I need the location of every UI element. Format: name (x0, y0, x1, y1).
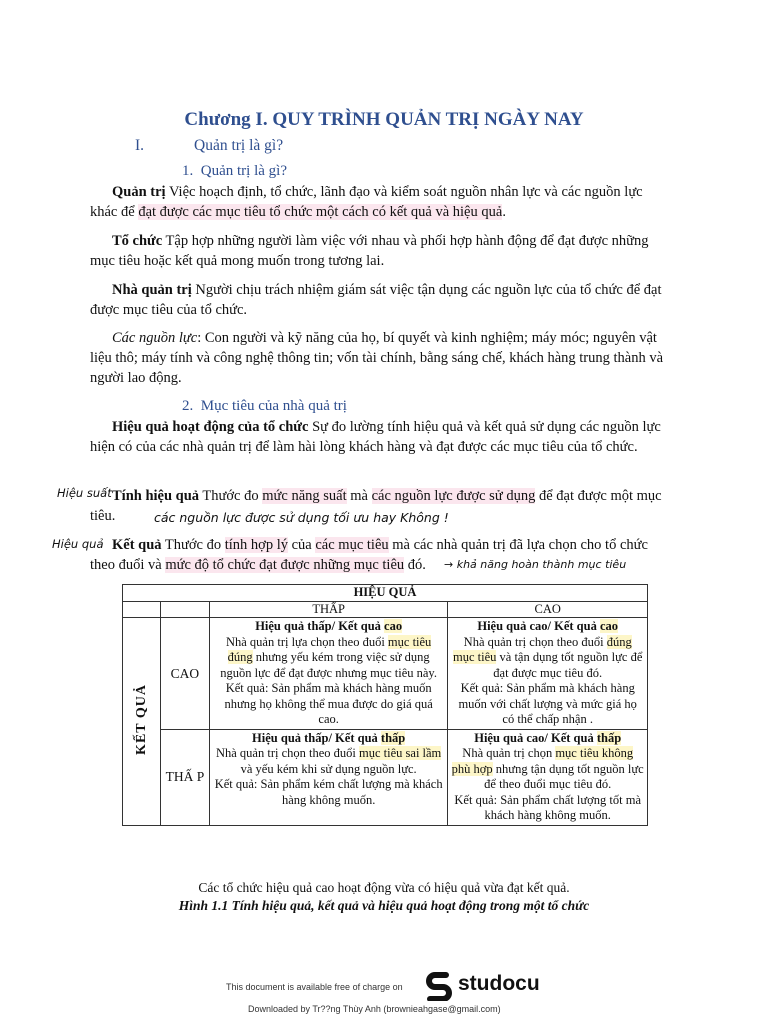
p7-text-2: của (288, 537, 316, 553)
cell-12-title-a: Hiệu quả cao/ Kết quả (477, 619, 600, 633)
empty-cell (123, 601, 161, 618)
cell-21-text-1: Nhà quản trị chọn theo đuổi (215, 746, 360, 760)
figure-caption-summary: Các tổ chức hiệu quả cao hoạt động vừa có hiệu quả vừa đạt kết quả. (198, 880, 570, 895)
paragraph-nguon-luc (90, 328, 672, 388)
cell-12-text-2: và tận dụng tốt nguồn lực để đạt được mục tiêu đó. (493, 650, 643, 680)
p7-text-4: đó. (404, 557, 426, 573)
subsection-1-title: Quản trị là gì? (200, 163, 287, 179)
section-number: I. (135, 137, 145, 154)
subsection-1-heading (182, 163, 287, 180)
footer-available-text: This document is available free of charge on (226, 982, 403, 992)
handwritten-note-2: → khả năng hoàn thành mục tiêu (444, 558, 627, 571)
subsection-2-heading (182, 398, 347, 415)
cell-11-body (213, 635, 444, 682)
handwritten-note-1: các nguồn lực được sử dụng tối ưu hay Không ! (154, 510, 449, 525)
footer-downloaded-text: Downloaded by Tr??ng Thùy Anh (brownieahgase@gmail.com) (248, 1004, 501, 1014)
column-thap: THẤP (209, 601, 447, 618)
p7-text-1: Thước đo (161, 537, 225, 553)
cell-22-text-2: nhưng tận dụng tốt nguồn lực để theo đuổi mục tiêu đó. (484, 761, 644, 791)
cell-21-title-a: Hiệu quả thấp/ Kết quả (252, 730, 381, 745)
p6-highlight-2: các nguồn lực được sử dụng (371, 488, 536, 504)
table-row-thap (123, 729, 648, 825)
cell-21-title (213, 731, 444, 747)
p2-text: Tập hợp những người làm việc với nhau và phối hợp hành động để đạt được những mục tiêu hoặc kết quả mong muốn trong tương lai. (90, 233, 649, 269)
cell-21-title-b: thấp (380, 730, 406, 745)
cell-11-result: Kết quả: Sản phẩm mà khách hàng muốn nhưng họ không thể mua được do giá quá cao. (224, 681, 433, 726)
subsection-2-number: 2. (182, 398, 194, 414)
p7-text-3: mà các nhà quản trị đã lựa chọn cho tổ chức theo đuổi và (90, 537, 648, 573)
p4-text: : Con người và kỹ năng của họ, bí quyết và kinh nghiệm; máy móc; nguyên vật liệu thô; máy tính và công nghệ thông tin; vốn tài chính, bằng sáng chế, khách hàng trung thành và người lao động. (90, 330, 664, 386)
term-nha-quan-tri: Nhà quản trị (112, 282, 192, 298)
studocu-brand[interactable]: studocu (458, 972, 540, 995)
figure-caption-title: Hình 1.1 Tính hiệu quả, kết quả và hiệu quả hoạt động trong một tổ chức (178, 898, 590, 913)
cell-22-result: Kết quả: Sản phẩm chất lượng tốt mà khách hàng không muốn. (454, 792, 641, 822)
p6-text-3: để đạt được một mục tiêu. (90, 488, 662, 524)
cell-21-highlight: mục tiêu sai lầm (359, 746, 442, 760)
cell-22-title-b: thấp (596, 730, 622, 745)
cell-12-highlight: đúng mục tiêu (453, 634, 632, 664)
cell-12-body (451, 635, 644, 682)
chapter-title: Chương I. QUY TRÌNH QUẢN TRỊ NGÀY NAY (184, 109, 584, 130)
table-row-cao (123, 618, 648, 730)
column-cao: CAO (448, 601, 648, 618)
p1-highlight: đạt được các mục tiêu tổ chức một cách có kết quả và hiệu quả (138, 204, 503, 220)
term-nguon-luc: Các nguồn lực (112, 330, 198, 346)
table-column-row (123, 601, 648, 618)
p5-text: Sự đo lường tính hiệu quả và kết quả sử dụng các nguồn lực hiện có của các nhà quản trị để làm hài lòng khách hàng và đạt được các mục tiêu của tổ chức. (90, 419, 661, 455)
cell-11-title (213, 619, 444, 635)
section-title: Quản trị là gì? (194, 137, 284, 154)
handwritten-margin-hieu-suat: Hiệu suất (57, 486, 112, 500)
row-group-label: KẾT QUẢ (133, 683, 149, 755)
p6-text-1: Thước đo (199, 488, 263, 504)
cell-21-body (213, 746, 444, 777)
p1-text: Việc hoạch định, tổ chức, lãnh đạo và kiểm soát nguồn nhân lực và các nguồn lực khác để (90, 184, 643, 220)
term-ket-qua: Kết quả (112, 537, 162, 553)
row-group-ket-qua (123, 618, 161, 826)
cell-11-text-2: nhưng yếu kém trong việc sử dụng nguồn lực để đạt được nhưng mục tiêu này. (220, 650, 437, 680)
p7-highlight-1: tính hợp lý (224, 537, 288, 553)
cell-low-efficiency-low-effectiveness (209, 729, 447, 825)
p1-end: . (502, 204, 506, 220)
table-header-row (123, 585, 648, 602)
section-heading (0, 137, 768, 157)
subsection-1-number: 1. (182, 163, 194, 179)
p7-highlight-2: các mục tiêu (315, 537, 389, 553)
cell-11-title-a: Hiệu quả thấp/ Kết quả (255, 619, 385, 633)
p7-highlight-3: mức độ tổ chức đạt được những mục tiêu (165, 557, 405, 573)
paragraph-hieu-qua-hoat-dong (90, 417, 672, 457)
term-hieu-qua-hoat-dong: Hiệu quả hoạt động của tổ chức (112, 419, 309, 435)
studocu-logo-icon[interactable] (424, 969, 454, 1001)
cell-12-result: Kết quả: Sản phẩm mà khách hàng muốn với chất lượng và mức giá họ có thể chấp nhận . (458, 681, 637, 726)
row-label-cao: CAO (160, 618, 209, 730)
cell-11-text-1: Nhà quản trị lựa chọn theo đuổi (225, 634, 388, 649)
cell-22-body (451, 746, 644, 793)
empty-cell (160, 601, 209, 618)
subsection-2-title: Mục tiêu của nhà quả trị (200, 398, 347, 414)
p6-highlight-1: mức năng suất (262, 488, 347, 504)
cell-22-text-1: Nhà quản trị chọn (462, 746, 556, 760)
header-hieu-qua: HIỆU QUẢ (123, 585, 648, 602)
cell-12-text-1: Nhà quản trị chọn theo đuổi (463, 634, 607, 649)
cell-12-title-b: cao (599, 619, 619, 633)
efficiency-effectiveness-table (122, 584, 648, 826)
cell-high-efficiency-low-effectiveness (448, 729, 648, 825)
cell-22-title-a: Hiệu quả cao/ Kết quả (474, 730, 597, 745)
row-label-thap: THẤ P (160, 729, 209, 825)
cell-12-title (451, 619, 644, 635)
cell-21-result: Kết quả: Sản phẩm kém chất lượng mà khách hàng không muốn. (214, 777, 443, 807)
paragraph-to-chuc (90, 231, 672, 271)
term-quan-tri: Quản trị (112, 184, 166, 200)
term-to-chuc: Tổ chức (112, 233, 163, 249)
paragraph-nha-quan-tri (90, 280, 672, 320)
paragraph-quan-tri (90, 182, 672, 222)
cell-high-efficiency-high-effectiveness (448, 618, 648, 730)
p3-text: Người chịu trách nhiệm giám sát việc tận dụng các nguồn lực của tổ chức để đạt được mục tiêu của tổ chức. (90, 282, 662, 318)
cell-22-title (451, 731, 644, 747)
term-tinh-hieu-qua: Tính hiệu quả (112, 488, 200, 504)
cell-11-title-b: cao (384, 619, 403, 633)
handwritten-margin-hieu-qua: Hiệu quả (52, 537, 104, 551)
cell-22-highlight: mục tiêu không phù hợp (451, 746, 634, 776)
p6-text-2: mà (346, 488, 372, 504)
cell-21-text-2: và yếu kém khi sử dụng nguồn lực. (240, 761, 417, 776)
cell-low-efficiency-high-effectiveness (209, 618, 447, 730)
cell-11-highlight: mục tiêu đúng (227, 634, 432, 664)
